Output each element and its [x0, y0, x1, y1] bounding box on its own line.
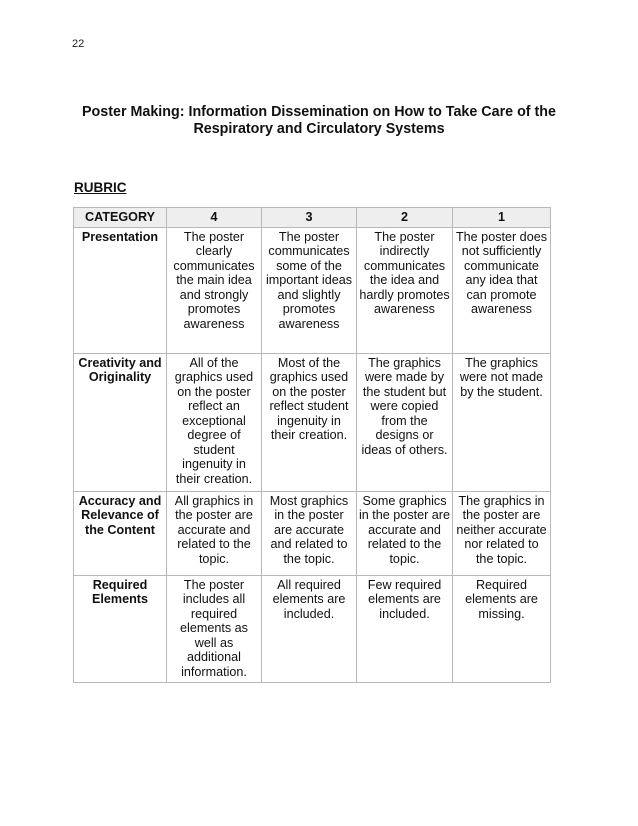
- table-row: [74, 353, 551, 491]
- criterion-cell: The poster does not sufficiently communicate any idea that can promote awareness: [453, 227, 551, 353]
- rubric-header: [74, 208, 551, 228]
- header-score-1: 1: [453, 208, 551, 228]
- header-row: [74, 208, 551, 228]
- header-score-4: 4: [167, 208, 262, 228]
- criterion-cell: All graphics in the poster are accurate and related to the topic.: [167, 491, 262, 575]
- criterion-cell: All of the graphics used on the poster reflect an exceptional degree of student ingenuity in their creation.: [167, 353, 262, 491]
- criterion-cell: The poster includes all required elements as well as additional information.: [167, 575, 262, 683]
- document-title: Poster Making: Information Dissemination on How to Take Care of the Respiratory and Circulatory Systems: [82, 104, 556, 137]
- category-cell: Creativity and Originality: [74, 353, 167, 491]
- criterion-cell: The poster clearly communicates the main idea and strongly promotes awareness: [167, 227, 262, 353]
- criterion-cell: The graphics were not made by the student.: [453, 353, 551, 491]
- page-number: 22: [72, 38, 85, 50]
- criterion-cell: Required elements are missing.: [453, 575, 551, 683]
- criterion-cell: All required elements are included.: [262, 575, 357, 683]
- rubric-body: [74, 227, 551, 683]
- table-row: [74, 491, 551, 575]
- criterion-cell: The graphics were made by the student but were copied from the designs or ideas of others.: [357, 353, 453, 491]
- header-score-3: 3: [262, 208, 357, 228]
- criterion-cell: The graphics in the poster are neither accurate nor related to the topic.: [453, 491, 551, 575]
- header-score-2: 2: [357, 208, 453, 228]
- criterion-cell: Few required elements are included.: [357, 575, 453, 683]
- header-category: CATEGORY: [74, 208, 167, 228]
- table-row: [74, 227, 551, 353]
- category-cell: Presentation: [74, 227, 167, 353]
- criterion-cell: Some graphics in the poster are accurate and related to the topic.: [357, 491, 453, 575]
- table-row: [74, 575, 551, 683]
- rubric-table: [73, 207, 551, 683]
- criterion-cell: Most graphics in the poster are accurate and related to the topic.: [262, 491, 357, 575]
- category-cell: Required Elements: [74, 575, 167, 683]
- criterion-cell: The poster communicates some of the important ideas and slightly promotes awareness: [262, 227, 357, 353]
- rubric-heading: RUBRIC: [74, 180, 127, 195]
- criterion-cell: The poster indirectly communicates the idea and hardly promotes awareness: [357, 227, 453, 353]
- criterion-cell: Most of the graphics used on the poster reflect student ingenuity in their creation.: [262, 353, 357, 491]
- category-cell: Accuracy and Relevance of the Content: [74, 491, 167, 575]
